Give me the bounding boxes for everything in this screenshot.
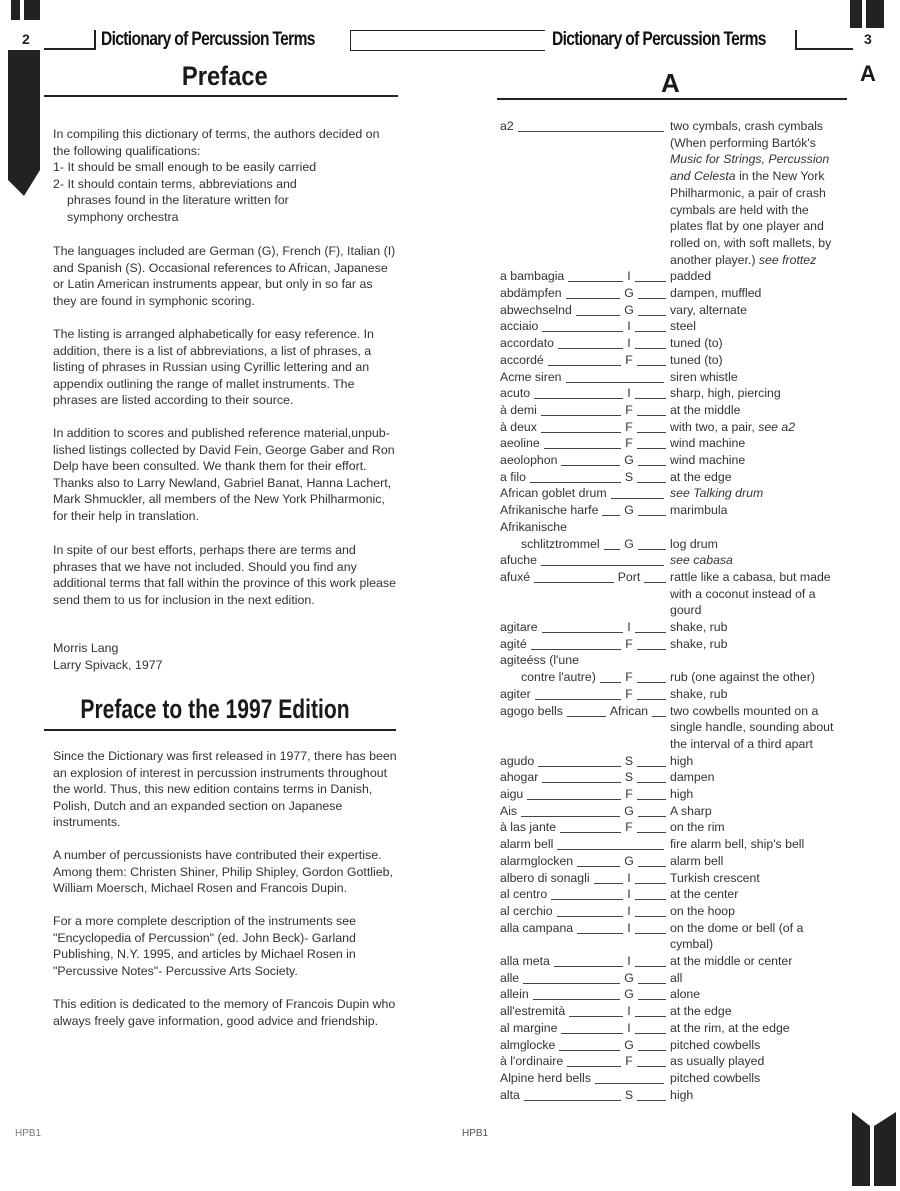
entry-term: Alpine herd bells bbox=[500, 1070, 591, 1085]
left-page-tab-shape bbox=[8, 0, 44, 196]
entry-leader-line bbox=[524, 1100, 621, 1101]
entry-term: allein bbox=[500, 987, 529, 1002]
entry-definition bbox=[670, 318, 845, 335]
entry-definition-text: pitched cowbells bbox=[670, 1070, 761, 1085]
entry-leader-line bbox=[635, 1016, 666, 1017]
entry-definition bbox=[670, 1003, 845, 1020]
preface-1997-para-released: Since the Dictionary was first released in 1977, there has been an explosion of interest in percussion instruments throughout the world. Thus, this new edition contains terms in Danish, Polish, Dutch and an expanded section on Japanese instruments. bbox=[53, 749, 397, 830]
entry-definition-text: steel bbox=[670, 319, 696, 334]
footer-center-code: HPB1 bbox=[462, 1128, 489, 1139]
preface-1997-title-rule bbox=[44, 729, 396, 731]
entry-leader-line bbox=[577, 866, 620, 867]
entry-definition bbox=[670, 686, 845, 703]
entry-definition bbox=[670, 853, 845, 870]
entry-definition-text: at the edge bbox=[670, 469, 732, 484]
entry-definition bbox=[670, 419, 845, 436]
entry-leader-line bbox=[560, 832, 621, 833]
entry-language: I bbox=[627, 1004, 631, 1019]
entry-term: alta bbox=[500, 1087, 520, 1102]
entry-definition bbox=[670, 285, 845, 302]
header-divider-1 bbox=[94, 30, 96, 50]
entry-leader-line bbox=[602, 515, 620, 516]
entry-term: schlitztrommel bbox=[521, 536, 600, 551]
entry-language: F bbox=[625, 436, 633, 451]
entry-definition-text: on the hoop bbox=[670, 903, 735, 918]
entry-definition bbox=[670, 986, 845, 1003]
entry-leader-line bbox=[635, 632, 666, 633]
entry-leader-line bbox=[594, 883, 624, 884]
preface-body bbox=[53, 126, 398, 226]
entry-term: agogo bells bbox=[500, 703, 563, 718]
entry-definition bbox=[670, 402, 845, 419]
right-page-tab-shape bbox=[848, 0, 888, 30]
entry-language: G bbox=[624, 853, 634, 868]
entry-term: alla meta bbox=[500, 954, 550, 968]
entry-term: al cerchio bbox=[500, 903, 553, 918]
left-running-title: Dictionary of Percussion Terms bbox=[101, 29, 315, 50]
preface-para-languages: The languages included are German (G), French (F), Italian (I) and Spanish (S). Occasional references to African, Japanese or Latin American instruments appear, but only in so far as they are found in symphonic scoring. bbox=[53, 244, 396, 308]
entry-language: G bbox=[624, 302, 634, 317]
entry-language: S bbox=[624, 753, 634, 768]
entry-definition bbox=[670, 118, 842, 268]
entry-definition-text: on the rim bbox=[670, 820, 725, 835]
entry-language: S bbox=[624, 469, 634, 484]
preface-title: Preface bbox=[181, 61, 268, 91]
entry-language: I bbox=[627, 1020, 631, 1035]
entry-term: almglocke bbox=[500, 1037, 556, 1052]
entry-language: I bbox=[627, 319, 631, 334]
preface-qualification-2-line3: symphony orchestra bbox=[67, 209, 179, 224]
entry-language: F bbox=[625, 670, 633, 685]
preface-qualification-2-line2: phrases found in the literature written for bbox=[67, 193, 289, 208]
entry-leader-line bbox=[637, 682, 666, 683]
entry-definition-text: dampen, muffled bbox=[670, 286, 762, 300]
entry-definition bbox=[670, 970, 845, 987]
entry-leader-line bbox=[600, 682, 621, 683]
entry-definition bbox=[670, 335, 845, 352]
entry-definition bbox=[670, 920, 845, 953]
entry-definition bbox=[670, 1070, 845, 1087]
entry-leader-line bbox=[637, 415, 666, 416]
entry-term: al margine bbox=[500, 1020, 558, 1035]
entry-leader-line bbox=[533, 999, 620, 1000]
entry-definition bbox=[670, 502, 845, 519]
entry-leader-line bbox=[635, 1033, 666, 1034]
entry-language: G bbox=[624, 970, 634, 985]
entry-definition bbox=[670, 452, 845, 469]
entry-definition bbox=[670, 268, 845, 285]
entry-term: accordé bbox=[500, 352, 544, 367]
entry-term: alla campana bbox=[500, 920, 574, 935]
entry-definition bbox=[670, 435, 845, 452]
preface-title-rule bbox=[44, 95, 398, 97]
entry-language: F bbox=[625, 686, 633, 701]
entry-language: G bbox=[624, 1037, 634, 1052]
entry-leader-line bbox=[638, 999, 666, 1000]
entry-leader-line bbox=[518, 131, 664, 132]
entry-language: F bbox=[625, 352, 633, 367]
entry-term: à deux bbox=[500, 419, 537, 434]
entry-definition bbox=[670, 903, 845, 920]
entry-leader-line bbox=[637, 482, 666, 483]
section-letter-tab: A bbox=[860, 61, 876, 86]
entry-term: aeolophon bbox=[500, 453, 558, 467]
entry-definition-text: siren whistle bbox=[670, 369, 738, 384]
entry-leader-line bbox=[637, 649, 666, 650]
entry-leader-line bbox=[635, 331, 666, 332]
entry-leader-line bbox=[566, 298, 621, 299]
entry-definition-text: high bbox=[670, 753, 694, 768]
entry-definition bbox=[670, 753, 845, 770]
entry-language: S bbox=[624, 1087, 634, 1102]
entry-leader-line bbox=[635, 966, 666, 967]
entry-leader-line bbox=[635, 883, 666, 884]
right-page-number: 3 bbox=[864, 31, 872, 47]
entry-leader-line bbox=[637, 766, 666, 767]
preface-intro: In compiling this dictionary of terms, the authors decided on the following qualifications: bbox=[53, 127, 380, 158]
entry-language: I bbox=[627, 954, 631, 968]
entry-term: a2 bbox=[500, 119, 514, 133]
entry-leader-line bbox=[534, 398, 623, 399]
header-rule-right bbox=[795, 48, 853, 50]
entry-definition-text: with two, a pair, bbox=[670, 419, 755, 434]
entry-definition bbox=[670, 302, 845, 319]
right-running-title: Dictionary of Percussion Terms bbox=[552, 29, 766, 50]
entry-leader-line bbox=[637, 832, 666, 833]
left-page-number: 2 bbox=[22, 31, 30, 47]
entry-leader-line bbox=[635, 281, 666, 282]
entry-leader-line bbox=[542, 782, 621, 783]
entry-term: agiter bbox=[500, 686, 531, 701]
entry-language: I bbox=[627, 920, 631, 935]
entry-leader-line bbox=[638, 1050, 666, 1051]
entry-term: alarm bell bbox=[500, 837, 554, 852]
entry-definition bbox=[670, 385, 845, 402]
entry-definition bbox=[670, 1053, 845, 1070]
entry-leader-line bbox=[635, 899, 666, 900]
entry-leader-line bbox=[638, 816, 666, 817]
entry-definition bbox=[670, 786, 845, 803]
right-bottom-tab bbox=[848, 1112, 900, 1186]
entry-leader-line bbox=[635, 348, 666, 349]
entry-leader-line bbox=[558, 348, 623, 349]
entry-leader-line bbox=[567, 716, 606, 717]
entry-definition-text: rub (one against the other) bbox=[670, 670, 815, 685]
entry-leader-line bbox=[551, 899, 623, 900]
entry-term: alle bbox=[500, 970, 520, 985]
entry-term: Afrikanische bbox=[500, 519, 567, 534]
entry-language: S bbox=[624, 770, 634, 785]
entry-definition-text: rattle like a cabasa, but made with a coconut instead of a gourd bbox=[670, 569, 831, 618]
entry-definition-text: log drum bbox=[670, 536, 718, 551]
entry-language: F bbox=[625, 636, 633, 651]
left-page-tab bbox=[8, 0, 44, 196]
entry-language: G bbox=[624, 503, 634, 518]
entry-language: F bbox=[625, 419, 633, 434]
entry-definition bbox=[670, 636, 845, 653]
entry-term: a filo bbox=[500, 469, 526, 484]
entry-definition-text: high bbox=[670, 787, 694, 801]
entry-language: Port bbox=[617, 569, 641, 584]
entry-cross-reference: see frottez bbox=[758, 252, 817, 267]
entry-leader-line bbox=[644, 582, 666, 583]
entry-leader-line bbox=[638, 298, 666, 299]
entry-leader-line bbox=[561, 465, 620, 466]
right-page-tab bbox=[848, 0, 888, 30]
entry-definition-text: alarm bell bbox=[670, 853, 724, 868]
entry-leader-line bbox=[638, 315, 666, 316]
entry-term: aigu bbox=[500, 787, 524, 801]
entry-leader-line bbox=[577, 933, 623, 934]
entry-definition-text: in the New York Philharmonic, a pair of crash cymbals are held with the plates flat by one player and rolled on, with soft mallets, by another player.) bbox=[670, 169, 832, 267]
preface-1997-para-dedication: This edition is dedicated to the memory of Francois Dupin who always freely gave information, good advice and friendship. bbox=[53, 997, 396, 1028]
entry-leader-line bbox=[604, 549, 621, 550]
entry-term: African goblet drum bbox=[500, 486, 607, 501]
entry-definition-text: dampen bbox=[670, 770, 715, 785]
entry-language: F bbox=[625, 402, 633, 417]
entry-language: G bbox=[624, 286, 634, 300]
entry-definition-text: pitched cowbells bbox=[670, 1037, 761, 1052]
entry-definition bbox=[670, 886, 845, 903]
entry-definition-text: tuned (to) bbox=[670, 352, 723, 367]
entry-definition-text: at the middle bbox=[670, 402, 741, 417]
entry-definition bbox=[670, 1037, 845, 1054]
entry-language: I bbox=[627, 887, 631, 902]
entry-leader-line bbox=[637, 365, 666, 366]
preface-1997-para-contributors: A number of percussionists have contributed their expertise. Among them: Christen Shiner, Philip Shipley, Gordon Gottlieb, William Moersch, Michael Rosen and Francois Dupin. bbox=[53, 848, 393, 896]
entry-leader-line bbox=[638, 983, 666, 984]
entry-leader-line bbox=[569, 1016, 623, 1017]
entry-definition bbox=[670, 352, 845, 369]
entry-definition-text: shake, rub bbox=[670, 686, 728, 701]
entry-definition-text: at the center bbox=[670, 887, 739, 902]
entry-leader-line bbox=[637, 448, 666, 449]
entry-leader-line bbox=[541, 432, 621, 433]
entry-leader-line bbox=[637, 432, 666, 433]
entry-leader-line bbox=[535, 699, 621, 700]
entry-definition bbox=[670, 870, 845, 887]
entry-term: à las jante bbox=[500, 820, 557, 835]
entry-leader-line bbox=[542, 632, 624, 633]
entry-leader-line bbox=[538, 766, 621, 767]
entry-language: I bbox=[627, 870, 631, 885]
entry-leader-line bbox=[523, 983, 620, 984]
entry-definition-text: two cymbals, crash cymbals (When performing Bartók's bbox=[670, 119, 824, 150]
entry-leader-line bbox=[531, 649, 622, 650]
header-center-box bbox=[350, 30, 545, 51]
header-rule-left bbox=[44, 48, 94, 50]
entry-definition bbox=[670, 703, 845, 753]
entry-language: G bbox=[624, 803, 634, 818]
entry-language: I bbox=[627, 903, 631, 918]
entry-leader-line bbox=[638, 515, 666, 516]
entry-leader-line bbox=[542, 331, 623, 332]
entry-definition-text: high bbox=[670, 1087, 694, 1102]
entry-term: à demi bbox=[500, 402, 537, 417]
entry-language: F bbox=[625, 820, 633, 835]
entry-leader-line bbox=[557, 916, 624, 917]
entry-term: all'estremità bbox=[500, 1004, 566, 1019]
entry-language: G bbox=[624, 536, 634, 551]
entry-term: alarmglocken bbox=[500, 853, 574, 868]
entry-definition bbox=[670, 369, 845, 386]
entry-leader-line bbox=[652, 716, 666, 717]
entry-language: G bbox=[624, 453, 634, 467]
entry-leader-line bbox=[557, 849, 664, 850]
entry-term: al centro bbox=[500, 887, 548, 902]
preface-para-thanks: In addition to scores and published reference material,unpub-lished listings collected by David Fein, George Gaber and Ron Delp have been consulted. We thank them for their effort. Thanks also to Larry Newland, Gabriel Banat, Hanna Lachert, Mark Shmuckler, all members of the New York Philharmonic, for their help in translation. bbox=[53, 426, 395, 523]
entry-definition bbox=[670, 836, 845, 853]
preface-para-efforts: In spite of our best efforts, perhaps there are terms and phrases that we have not included. Should you find any additional terms that fall within the province of this work please send them to us for inclusion in the next edition. bbox=[53, 543, 396, 607]
entry-leader-line bbox=[561, 1033, 623, 1034]
entry-leader-line bbox=[635, 398, 666, 399]
entry-leader-line bbox=[611, 498, 664, 499]
entry-language: I bbox=[627, 620, 631, 634]
entry-term: albero di sonagli bbox=[500, 870, 590, 885]
entry-definition-text: tuned (to) bbox=[670, 336, 723, 351]
entry-definition bbox=[670, 536, 845, 553]
entry-definition bbox=[670, 569, 845, 619]
entry-leader-line bbox=[637, 799, 666, 800]
entry-term: à l'ordinaire bbox=[500, 1054, 564, 1069]
entry-leader-line bbox=[568, 281, 623, 282]
entry-definition-text: shake, rub bbox=[670, 620, 728, 634]
entry-leader-line bbox=[638, 465, 666, 466]
entry-definition-text: at the rim, at the edge bbox=[670, 1020, 790, 1035]
entry-leader-line bbox=[637, 782, 666, 783]
entry-term: a bambagia bbox=[500, 269, 565, 284]
preface-1997-para-references: For a more complete description of the instruments see "Encyclopedia of Percussion" (ed. John Beck)- Garland Publishing, N.Y. 1995, and articles by Michael Rosen in "Percussive Notes"- Percussive Arts Society. bbox=[53, 914, 357, 978]
entry-definition bbox=[670, 953, 845, 970]
entry-leader-line bbox=[638, 549, 666, 550]
entry-cross-reference: see Talking drum bbox=[670, 486, 764, 501]
entry-term: acciaio bbox=[500, 319, 539, 334]
entry-term: acuto bbox=[500, 386, 531, 401]
entry-leader-line bbox=[635, 916, 666, 917]
entry-definition-text: padded bbox=[670, 269, 712, 284]
right-bottom-tab-shape bbox=[848, 1112, 900, 1186]
entry-definition bbox=[670, 619, 845, 636]
entry-leader-line bbox=[534, 582, 614, 583]
preface-signature-1: Morris Lang bbox=[53, 641, 119, 655]
entry-definition bbox=[670, 1087, 845, 1104]
preface-1997-title: Preface to the 1997 Edition bbox=[80, 694, 350, 724]
entry-term: afuxé bbox=[500, 569, 531, 584]
entry-definition-text: sharp, high, piercing bbox=[670, 386, 781, 401]
entry-term: afuche bbox=[500, 553, 537, 568]
entry-definition-text: as usually played bbox=[670, 1054, 765, 1069]
entry-definition bbox=[670, 469, 845, 486]
entry-definition-text: wind machine bbox=[670, 436, 746, 451]
entry-definition-text: A sharp bbox=[670, 803, 712, 818]
entry-definition-text: Turkish crescent bbox=[670, 870, 760, 885]
entry-definition-text: all bbox=[670, 970, 683, 985]
entry-leader-line bbox=[595, 1083, 664, 1084]
entry-definition-text: fire alarm bell, ship's bell bbox=[670, 837, 805, 852]
entry-definition bbox=[670, 769, 845, 786]
entry-definition-text: wind machine bbox=[670, 453, 746, 467]
entry-term: Acme siren bbox=[500, 369, 562, 384]
entry-language: F bbox=[625, 1054, 633, 1069]
entry-leader-line bbox=[541, 565, 664, 566]
entry-language: I bbox=[627, 386, 631, 401]
entry-leader-line bbox=[559, 1050, 620, 1051]
entry-definition bbox=[670, 552, 845, 569]
entry-leader-line bbox=[548, 365, 621, 366]
entry-language: G bbox=[624, 987, 634, 1002]
preface-qualification-2-line1: 2- It should contain terms, abbreviations and bbox=[53, 176, 297, 191]
section-a-title-rule bbox=[497, 98, 847, 100]
entry-leader-line bbox=[637, 1100, 666, 1101]
entry-term: agudo bbox=[500, 753, 535, 768]
entry-leader-line bbox=[554, 966, 623, 967]
entry-definition bbox=[670, 485, 845, 502]
entry-definition bbox=[670, 803, 845, 820]
entry-term: ahogar bbox=[500, 770, 539, 785]
entry-cross-reference: see a2 bbox=[758, 419, 796, 434]
entry-leader-line bbox=[521, 816, 620, 817]
entry-leader-line bbox=[567, 1066, 621, 1067]
entry-definition-title: Music for Strings, Percussion and Celesta bbox=[670, 152, 830, 184]
entry-definition bbox=[670, 1020, 845, 1037]
entry-leader-line bbox=[576, 315, 620, 316]
entry-definition-text: on the dome or bell (of a cymbal) bbox=[670, 920, 804, 952]
entry-leader-line bbox=[638, 866, 666, 867]
preface-signature-2: Larry Spivack, 1977 bbox=[53, 658, 163, 672]
footer-left-code: HPB1 bbox=[15, 1128, 42, 1139]
entry-definition-text: marimbula bbox=[670, 503, 728, 518]
entry-language: F bbox=[625, 787, 633, 801]
header-divider-2 bbox=[795, 30, 797, 50]
entry-leader-line bbox=[637, 699, 666, 700]
entry-term: accordato bbox=[500, 336, 555, 351]
entry-term: agiteéss (l'une bbox=[500, 653, 579, 668]
entry-leader-line bbox=[637, 1066, 666, 1067]
entry-definition-text: at the middle or center bbox=[670, 954, 793, 968]
entry-term: contre l'autre) bbox=[521, 670, 596, 685]
entry-definition-text: shake, rub bbox=[670, 636, 728, 651]
entry-term: Afrikanische harfe bbox=[500, 503, 599, 518]
entry-term: agité bbox=[500, 636, 527, 651]
entry-definition-text: at the edge bbox=[670, 1004, 732, 1019]
entry-definition bbox=[670, 819, 845, 836]
entry-language: African bbox=[609, 703, 649, 718]
entry-language: I bbox=[627, 336, 631, 351]
entry-cross-reference: see cabasa bbox=[670, 553, 733, 568]
entry-term: Ais bbox=[500, 803, 518, 818]
entry-leader-line bbox=[635, 933, 666, 934]
entry-leader-line bbox=[527, 799, 621, 800]
entry-leader-line bbox=[541, 415, 621, 416]
entry-leader-line bbox=[566, 382, 664, 383]
entry-leader-line bbox=[544, 448, 622, 449]
entry-definition-text: vary, alternate bbox=[670, 302, 748, 317]
section-a-title: A bbox=[661, 68, 680, 98]
entry-definition-text: alone bbox=[670, 987, 701, 1002]
entry-term: agitare bbox=[500, 620, 538, 634]
entry-term: abwechselnd bbox=[500, 302, 572, 317]
preface-para-listing: The listing is arranged alphabetically for easy reference. In addition, there is a list of abbreviations, a list of phrases, a listing of phrases in Russian using Cyrillic lettering and an appendix outlining the range of mallet instruments. The phrases are listed according to their source. bbox=[53, 327, 374, 408]
preface-qualification-1: 1- It should be small enough to be easily carried bbox=[53, 160, 317, 175]
entry-definition-text: two cowbells mounted on a single handle, sounding about the interval of a third apart bbox=[670, 703, 834, 751]
entry-language: I bbox=[627, 269, 631, 284]
entry-term: abdämpfen bbox=[500, 286, 562, 300]
entry-leader-line bbox=[530, 482, 621, 483]
entry-definition bbox=[670, 669, 845, 686]
entry-term: aeoline bbox=[500, 436, 540, 451]
